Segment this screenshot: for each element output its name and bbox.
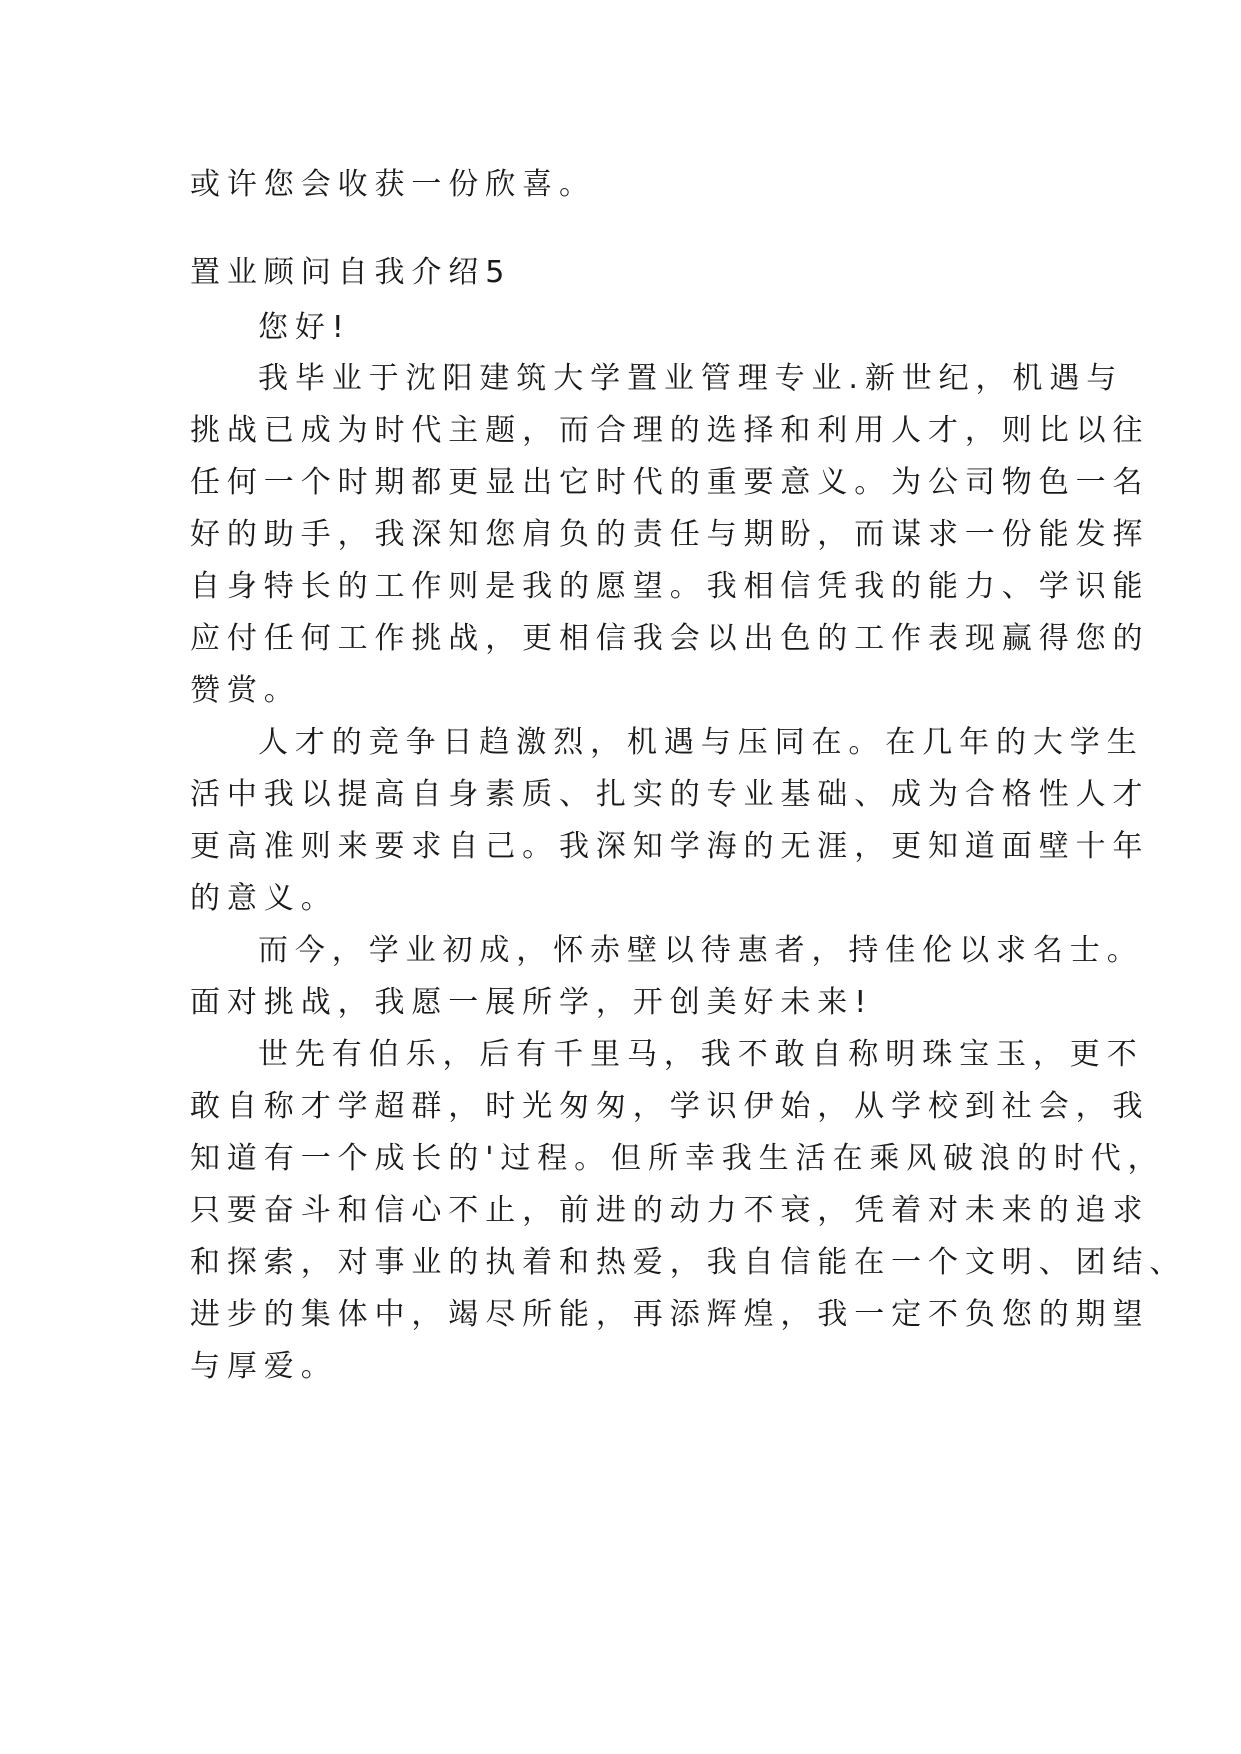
paragraph-line: 和探索，对事业的执着和热爱，我自信能在一个文明、团结、 [190, 1245, 1187, 1280]
paragraph-line: 与厚爱。 [190, 1349, 338, 1384]
paragraph-line: 只要奋斗和信心不止，前进的动力不衰，凭着对未来的追求 [190, 1193, 1150, 1228]
paragraph-line: 知道有一个成长的'过程。但所幸我生活在乘风破浪的时代， [190, 1141, 1165, 1176]
paragraph-line: 赞赏。 [190, 673, 301, 708]
paragraph-line: 世先有伯乐，后有千里马，我不敢自称明珠宝玉，更不 [258, 1037, 1144, 1072]
paragraph-line: 人才的竞争日趋激烈，机遇与压同在。在几年的大学生 [258, 725, 1144, 760]
paragraph-line: 任何一个时期都更显出它时代的重要意义。为公司物色一名 [190, 465, 1150, 500]
paragraph-line: 敢自称才学超群，时光匆匆，学识伊始，从学校到社会，我 [190, 1089, 1150, 1124]
paragraph-line: 面对挑战，我愿一展所学，开创美好未来! [190, 985, 874, 1020]
paragraph-line: 自身特长的工作则是我的愿望。我相信凭我的能力、学识能 [190, 569, 1150, 604]
paragraph-line: 好的助手，我深知您肩负的责任与期盼，而谋求一份能发挥 [190, 517, 1150, 552]
intro-closing-line: 或许您会收获一份欣喜。 [190, 167, 596, 202]
section-title: 置业顾问自我介绍5 [190, 255, 512, 290]
greeting-line: 您好! [258, 310, 351, 345]
paragraph-line: 挑战已成为时代主题，而合理的选择和利用人才，则比以往 [190, 413, 1150, 448]
paragraph-line: 应付任何工作挑战，更相信我会以出色的工作表现赢得您的 [190, 621, 1150, 656]
paragraph-line: 的意义。 [190, 881, 338, 916]
paragraph-line: 进步的集体中，竭尽所能，再添辉煌，我一定不负您的期望 [190, 1297, 1150, 1332]
paragraph-line: 更高准则来要求自己。我深知学海的无涯，更知道面壁十年 [190, 829, 1150, 864]
paragraph-line: 而今，学业初成，怀赤壁以待惠者，持佳伦以求名士。 [258, 933, 1144, 968]
paragraph-line: 活中我以提高自身素质、扎实的专业基础、成为合格性人才 [190, 777, 1150, 812]
paragraph-line: 我毕业于沈阳建筑大学置业管理专业.新世纪，机遇与 [258, 361, 1124, 396]
